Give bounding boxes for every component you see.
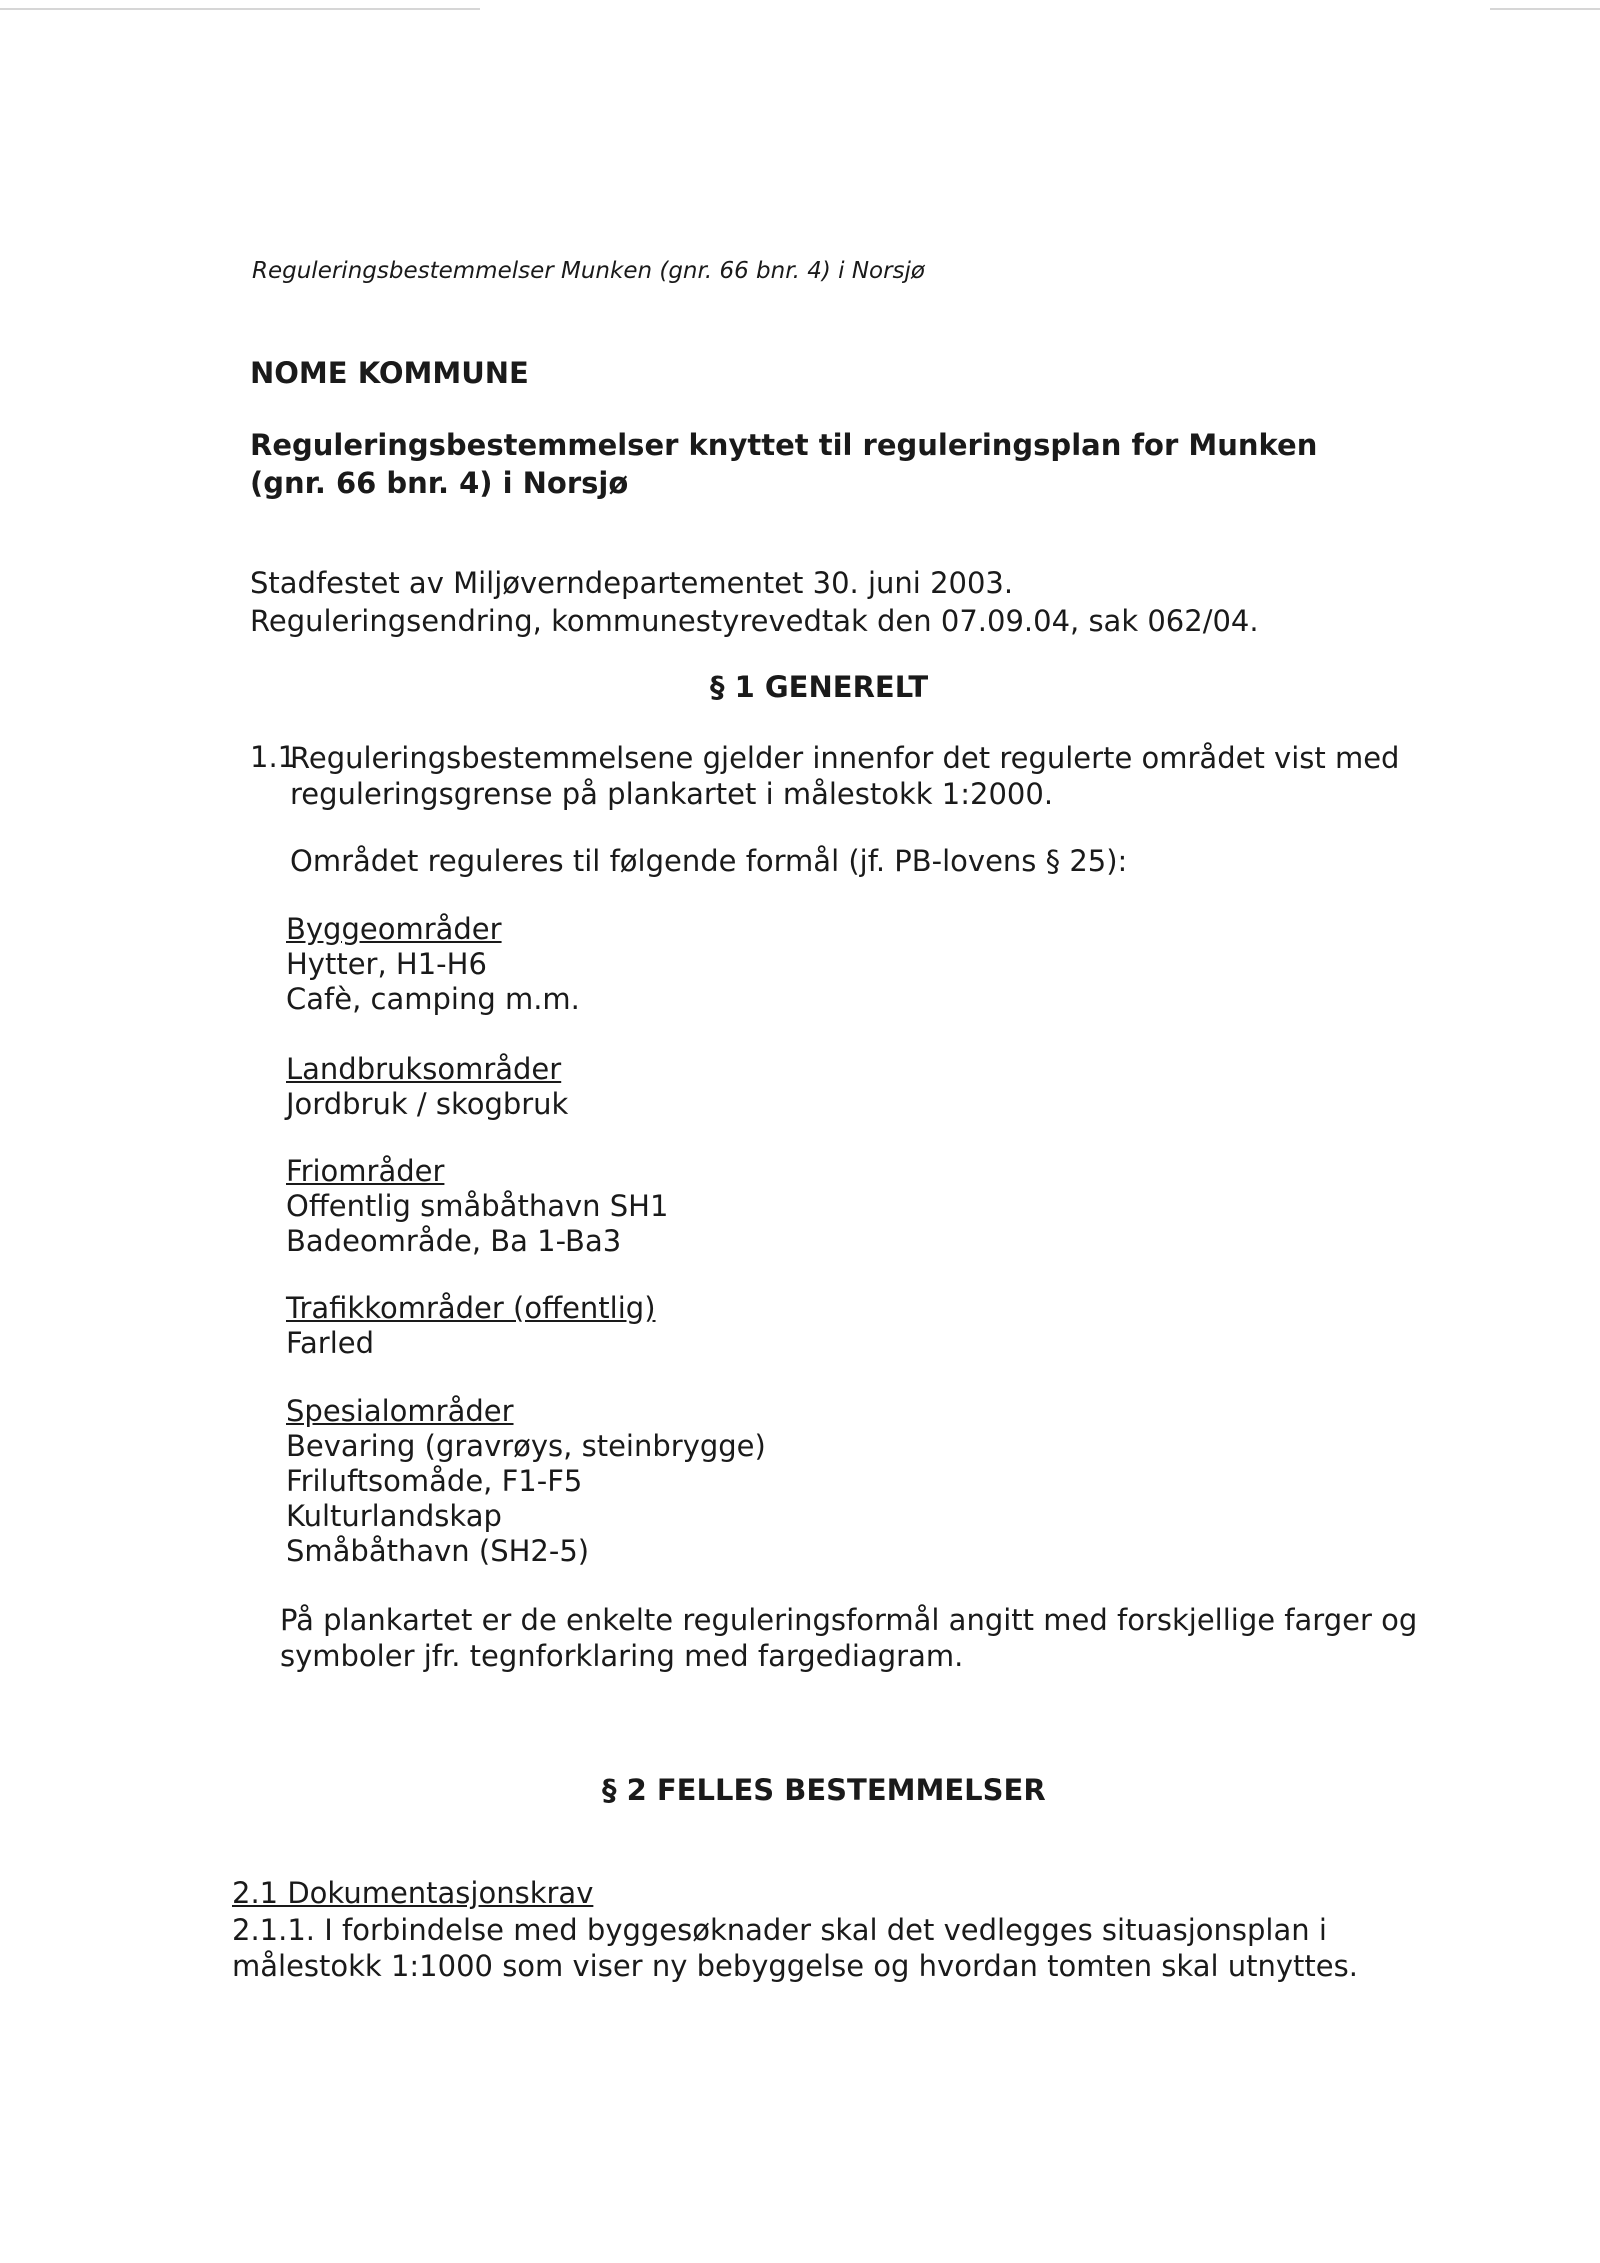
purpose-item: Cafè, camping m.m. xyxy=(286,982,580,1016)
purpose-group-heading: Byggeområder xyxy=(286,912,502,946)
purpose-group-heading: Landbruksområder xyxy=(286,1052,562,1086)
plan-note-line: symboler jfr. tegnforklaring med fargediagram. xyxy=(280,1639,964,1673)
paragraph-number: 1.1 xyxy=(250,740,297,774)
paragraph-1-1 xyxy=(290,740,1399,812)
document-title xyxy=(250,426,1317,502)
subsection-2-1-title: 2.1 Dokumentasjonskrav xyxy=(232,1876,594,1910)
document-title-line: (gnr. 66 bnr. 4) i Norsjø xyxy=(250,466,629,500)
section-1-heading: § 1 GENERELT xyxy=(710,670,929,704)
scan-edge-mark xyxy=(0,8,480,10)
approval-line: Reguleringsendring, kommunestyrevedtak den 07.09.04, sak 062/04. xyxy=(250,604,1259,638)
purpose-item: Bevaring (gravrøys, steinbrygge) xyxy=(286,1429,766,1463)
purpose-group-landbruksomrader xyxy=(286,1052,568,1122)
purpose-group-byggeomrader xyxy=(286,912,580,1017)
paragraph-line: Reguleringsbestemmelsene gjelder innenfor det regulerte området vist med xyxy=(290,741,1400,775)
purpose-item: Badeområde, Ba 1-Ba3 xyxy=(286,1224,622,1258)
purpose-group-heading: Friområder xyxy=(286,1154,445,1188)
plan-map-note xyxy=(280,1602,1417,1674)
approval-line: Stadfestet av Miljøverndepartementet 30. juni 2003. xyxy=(250,566,1014,600)
purpose-item: Farled xyxy=(286,1326,375,1360)
section-2-heading: § 2 FELLES BESTEMMELSER xyxy=(602,1773,1046,1807)
running-header: Reguleringsbestemmelser Munken (gnr. 66 bnr. 4) i Norsjø xyxy=(252,258,925,284)
paragraph-line: reguleringsgrense på plankartet i målestokk 1:2000. xyxy=(290,777,1054,811)
purpose-item: Friluftsomåde, F1-F5 xyxy=(286,1464,583,1498)
purpose-item: Hytter, H1-H6 xyxy=(286,947,487,981)
clause-line: målestokk 1:1000 som viser ny bebyggelse og hvordan tomten skal utnyttes. xyxy=(232,1949,1358,1983)
purpose-group-spesialomrader xyxy=(286,1394,766,1569)
purpose-group-heading: Trafikkområder (offentlig) xyxy=(286,1291,656,1325)
clause-2-1-1 xyxy=(232,1912,1358,1984)
purpose-group-trafikkomrader xyxy=(286,1291,656,1361)
document-title-line: Reguleringsbestemmelser knyttet til reguleringsplan for Munken xyxy=(250,428,1318,462)
purpose-item: Småbåthavn (SH2-5) xyxy=(286,1534,590,1568)
purpose-group-friomrader xyxy=(286,1154,668,1259)
plan-note-line: På plankartet er de enkelte reguleringsformål angitt med forskjellige farger og xyxy=(280,1603,1418,1637)
purpose-item: Offentlig småbåthavn SH1 xyxy=(286,1189,669,1223)
scan-edge-mark-right xyxy=(1490,8,1600,10)
municipality-name: NOME KOMMUNE xyxy=(250,356,529,390)
clause-line: 2.1.1. I forbindelse med byggesøknader skal det vedlegges situasjonsplan i xyxy=(232,1913,1327,1947)
purpose-item: Jordbruk / skogbruk xyxy=(286,1087,569,1121)
purpose-group-heading: Spesialområder xyxy=(286,1394,514,1428)
purpose-item: Kulturlandskap xyxy=(286,1499,502,1533)
approval-info xyxy=(250,564,1259,640)
purpose-intro: Området reguleres til følgende formål (jf. PB-lovens § 25): xyxy=(290,844,1128,878)
